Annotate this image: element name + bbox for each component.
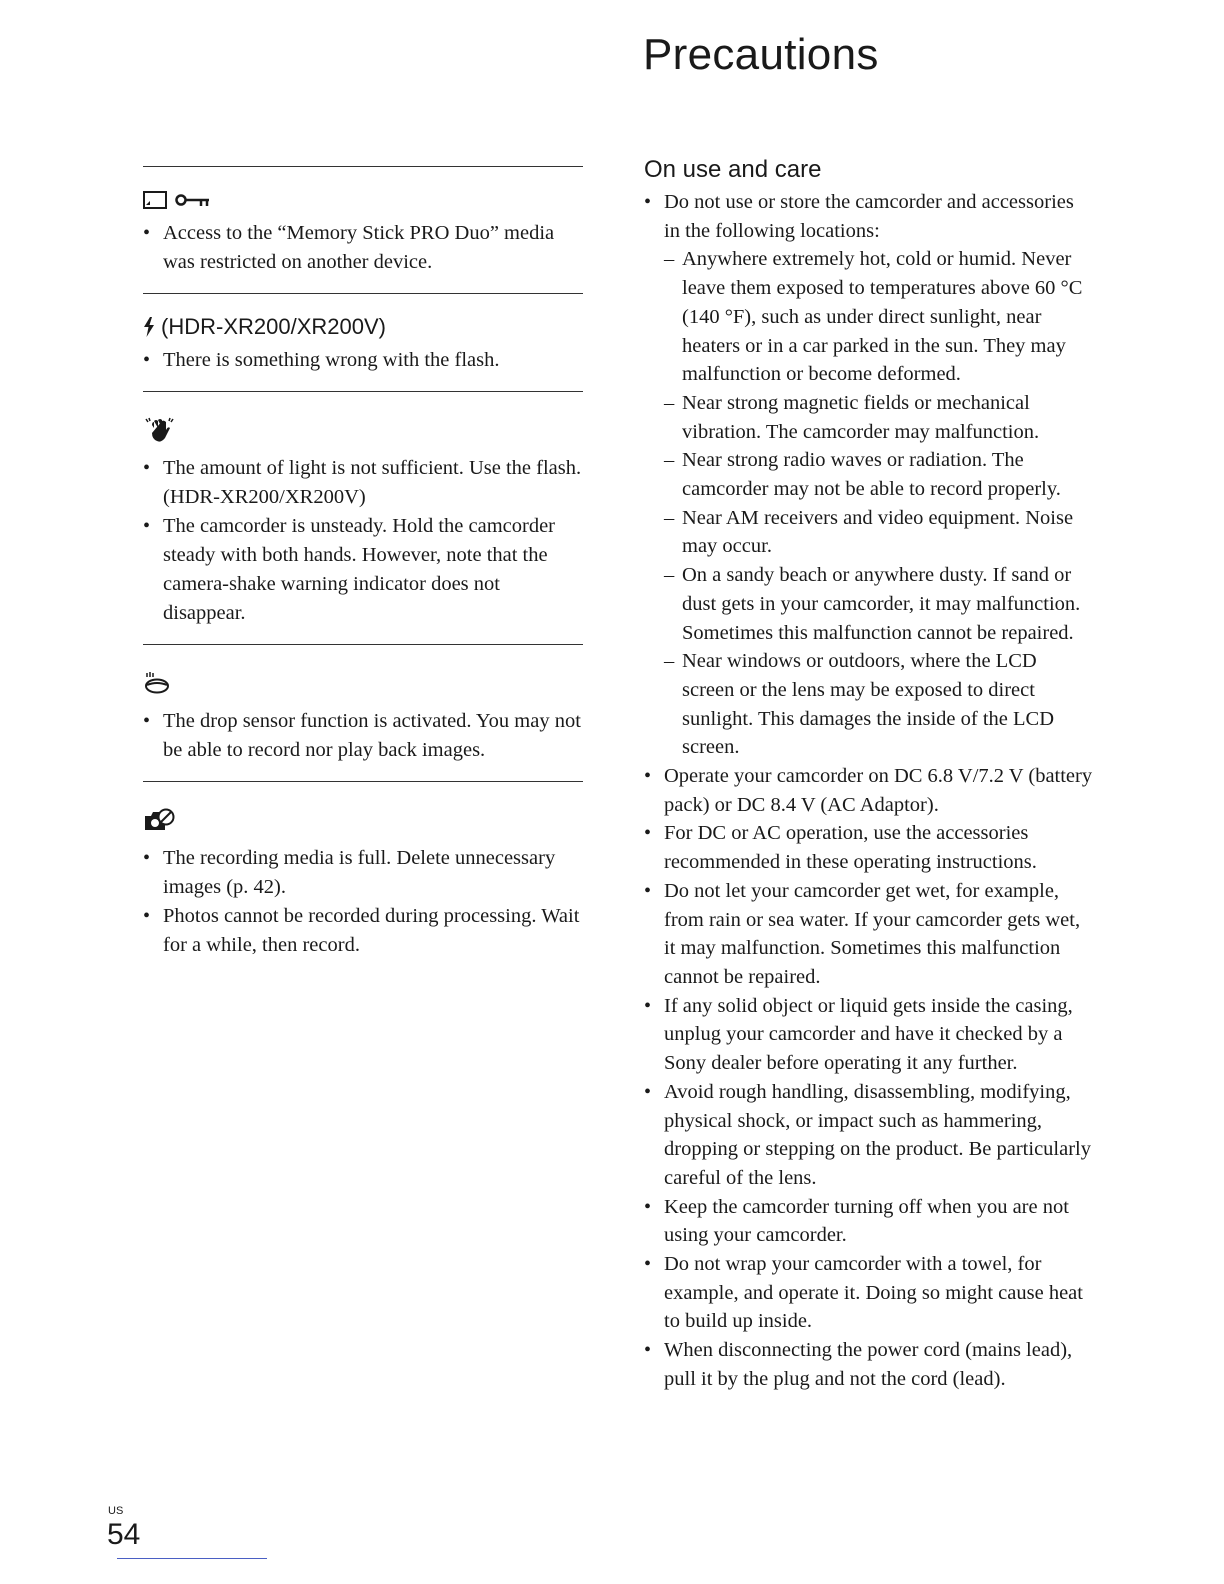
page-number: 54: [107, 1518, 141, 1551]
list-item: • Do not let your camcorder get wet, for example, from rain or sea water. If your camcorder gets wet, it may malfunction. Sometimes this malfunction cannot be repaired.: [644, 877, 1094, 992]
footer-rule: [117, 1558, 267, 1559]
list-item: • The amount of light is not sufficient. Use the flash. (HDR-XR200/XR200V): [143, 454, 583, 512]
drop-sensor-icon: [143, 671, 171, 695]
sublist-item: – Near strong radio waves or radiation. The camcorder may not be able to record properly.: [664, 446, 1094, 503]
list-item: • Operate your camcorder on DC 6.8 V/7.2 V (battery pack) or DC 8.4 V (AC Adaptor).: [644, 762, 1094, 819]
list-item: • Access to the “Memory Stick PRO Duo” media was restricted on another device.: [143, 219, 583, 277]
indicator-block-photo-disabled: [143, 781, 583, 960]
indicator-heading: [143, 659, 583, 707]
indicator-block-drop-sensor: [143, 644, 583, 765]
list-item: • For DC or AC operation, use the accessories recommended in these operating instructions.: [644, 819, 1094, 876]
region-code: US: [108, 1505, 124, 1517]
list-item: • Do not wrap your camcorder with a towel, for example, and operate it. Doing so might cause heat to build up inside.: [644, 1250, 1094, 1336]
indicator-block-camera-shake: [143, 391, 583, 628]
list-item: • There is something wrong with the flash.: [143, 346, 583, 375]
list-item: • Photos cannot be recorded during processing. Wait for a while, then record.: [143, 902, 583, 960]
warning-indicator-list: [143, 166, 583, 976]
indicator-block-memory-protect: [143, 166, 583, 277]
indicator-heading: [143, 796, 583, 844]
list-item-text: Do not use or store the camcorder and accessories in the following locations:: [664, 191, 1074, 242]
list-item: • The drop sensor function is activated. You may not be able to record nor play back images.: [143, 707, 583, 765]
list-item: • Avoid rough handling, disassembling, modifying, physical shock, or impact such as hammering, dropping or stepping on the product. Be particularly careful of the lens.: [644, 1078, 1094, 1193]
sublist-item: – Near strong magnetic fields or mechanical vibration. The camcorder may malfunction.: [664, 389, 1094, 446]
use-and-care-section: [644, 156, 1094, 1394]
flash-icon: [143, 317, 155, 337]
list-item: [644, 188, 1094, 762]
section-heading: On use and care: [644, 156, 822, 183]
indicator-heading: [143, 406, 583, 454]
list-item: • The camcorder is unsteady. Hold the camcorder steady with both hands. However, note that the camera-shake warning indicator does not disappear.: [143, 512, 583, 628]
location-sublist: [664, 245, 1094, 762]
indicator-block-flash: [143, 293, 583, 375]
sublist-item: – Near AM receivers and video equipment. Noise may occur.: [664, 504, 1094, 561]
sublist-item: – Anywhere extremely hot, cold or humid. Never leave them exposed to temperatures above 60 °C (140 °F), such as under direct sunlight, near heaters or in a car parked in the sun. They may malfunction or become deformed.: [664, 245, 1094, 389]
memory-card-protect-icon: [143, 189, 213, 211]
indicator-heading-text: (HDR-XR200/XR200V): [161, 314, 386, 339]
page-title: Precautions: [643, 30, 879, 79]
indicator-heading: [143, 181, 583, 219]
photo-recording-disabled-icon: [143, 806, 177, 834]
list-item: • If any solid object or liquid gets inside the casing, unplug your camcorder and have it checked by a Sony dealer before operating it any further.: [644, 992, 1094, 1078]
sublist-item: – On a sandy beach or anywhere dusty. If sand or dust gets in your camcorder, it may malfunction. Sometimes this malfunction cannot be repaired.: [664, 561, 1094, 647]
list-item: • When disconnecting the power cord (mains lead), pull it by the plug and not the cord (lead).: [644, 1336, 1094, 1393]
camera-shake-warning-icon: [143, 416, 177, 444]
list-item: • The recording media is full. Delete unnecessary images (p. 42).: [143, 844, 583, 902]
indicator-heading: [143, 308, 583, 346]
sublist-item: – Near windows or outdoors, where the LCD screen or the lens may be exposed to direct sunlight. This damages the inside of the LCD screen.: [664, 647, 1094, 762]
list-item: • Keep the camcorder turning off when you are not using your camcorder.: [644, 1193, 1094, 1250]
